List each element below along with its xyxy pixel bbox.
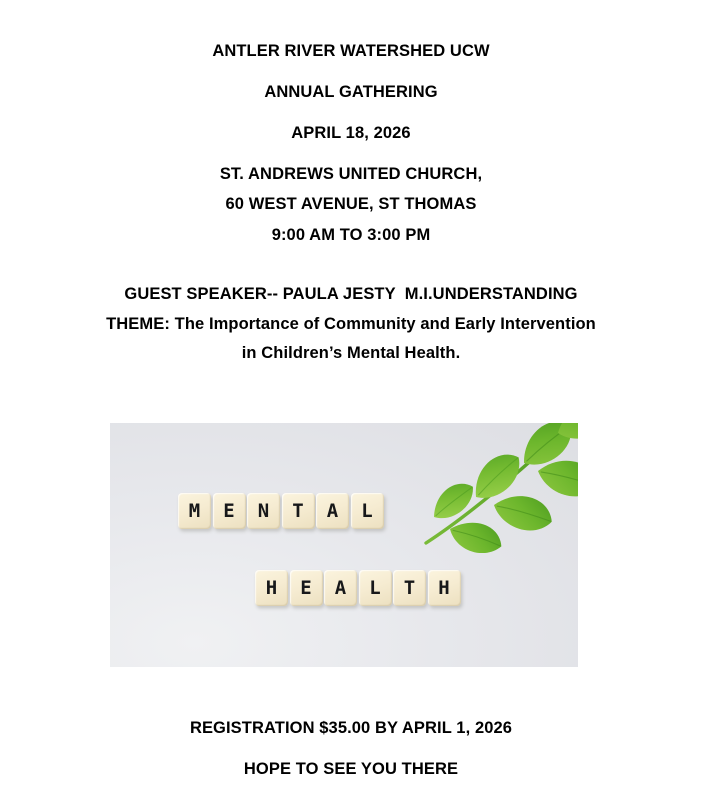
theme-line-2: in Children’s Mental Health. — [241, 344, 461, 362]
event-date: APRIL 18, 2026 — [291, 124, 411, 142]
guest-speaker: GUEST SPEAKER-- PAULA JESTY M.I.UNDERSTANDING — [124, 285, 578, 303]
closing-message: HOPE TO SEE YOU THERE — [243, 760, 459, 778]
registration-info: REGISTRATION $35.00 BY APRIL 1, 2026 — [189, 719, 513, 737]
organization-heading: ANTLER RIVER WATERSHED UCW — [212, 42, 490, 60]
scrabble-tile: L — [359, 570, 392, 606]
scrabble-tile: T — [393, 570, 426, 606]
leaf-sprig-graphic — [406, 423, 578, 553]
event-time: 9:00 AM TO 3:00 PM — [271, 226, 431, 244]
scrabble-word-health — [255, 570, 461, 606]
scrabble-tile: H — [255, 570, 288, 606]
theme-line-1: THEME: The Importance of Community and Early Intervention — [106, 315, 596, 333]
scrabble-tile: N — [247, 493, 280, 529]
event-heading: ANNUAL GATHERING — [264, 83, 438, 101]
scrabble-tile: E — [213, 493, 246, 529]
scrabble-word-mental — [178, 493, 384, 529]
scrabble-tile: T — [282, 493, 315, 529]
venue-name: ST. ANDREWS UNITED CHURCH, — [219, 165, 483, 183]
scrabble-tile: L — [351, 493, 384, 529]
mental-health-photo — [110, 423, 578, 667]
scrabble-tile: E — [290, 570, 323, 606]
scrabble-tile: M — [178, 493, 211, 529]
venue-address: 60 WEST AVENUE, ST THOMAS — [225, 195, 477, 213]
scrabble-tile: A — [324, 570, 357, 606]
scrabble-tile: H — [428, 570, 461, 606]
scrabble-tile: A — [316, 493, 349, 529]
